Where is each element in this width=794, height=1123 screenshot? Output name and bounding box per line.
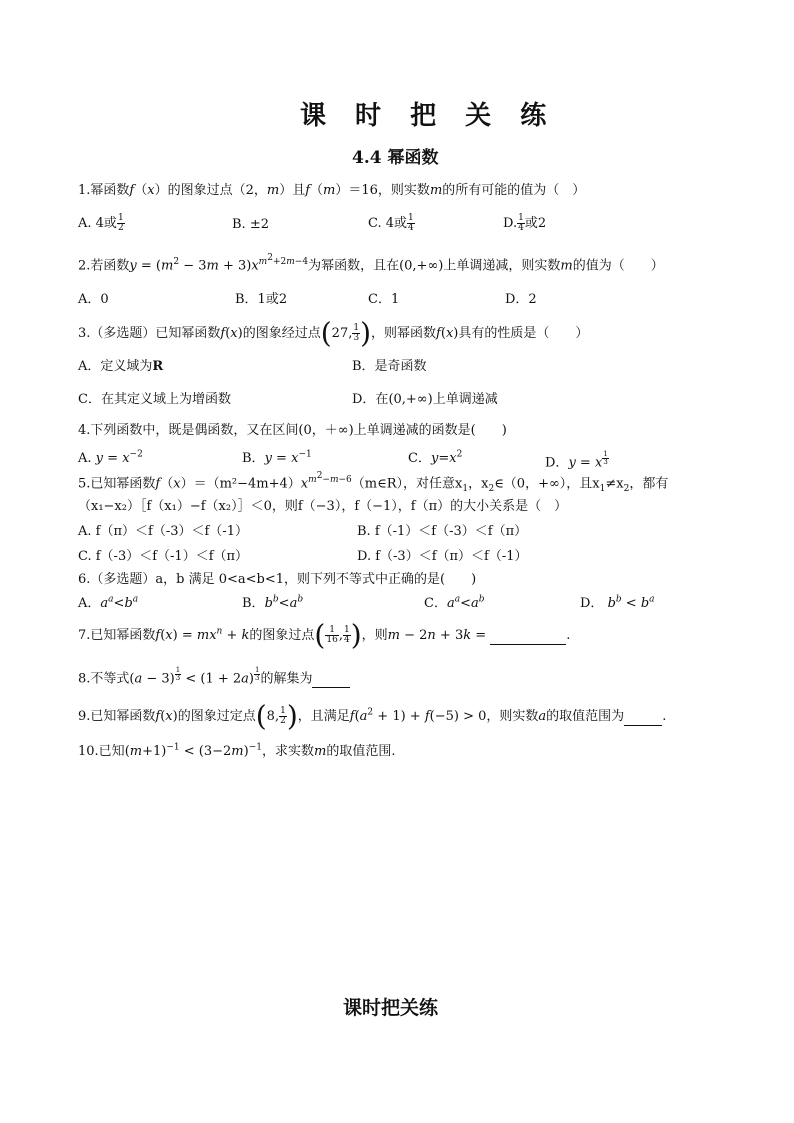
q3-option-b: B．是奇函数 <box>352 359 427 374</box>
question-2: 2.若函数$y = (m^2 - 3m + 3)x^{m^2+2m-4}$为幂函数，且在(0,+∞)上单调递减，则实数m的值为（ ） <box>78 253 664 274</box>
q5-option-d: D. f（-3）＜f（π）＜f（-1） <box>357 549 528 564</box>
q3-option-a: A．定义域为R <box>78 359 164 374</box>
q7-answer-blank[interactable] <box>490 633 566 645</box>
q1-option-c: C. 4或 $\frac{1}{4}$ <box>368 213 414 233</box>
q4-option-a: A. $y = x^{-2}$ <box>78 449 143 466</box>
page-title: 课 时 把 关 练 <box>300 101 557 131</box>
footer-title: 课时把关练 <box>343 997 439 1019</box>
q8-answer-blank[interactable] <box>312 676 350 688</box>
question-1: 1.幂函数f（x）的图象过点（2，m）且f（m）＝16，则实数m的所有可能的值为（ ） <box>78 183 586 198</box>
q2-option-d: D．2 <box>505 292 537 307</box>
q3-option-d: D．在(0,+∞)上单调递减 <box>352 392 498 407</box>
q9-answer-blank[interactable] <box>624 714 662 726</box>
question-5-line-2: （x₁−x₂）［f（x₁）−f（x₂）］＜0，则f（−3），f（−1），f（π）的大小关系是（ ） <box>78 499 568 514</box>
section-heading: 4.4 幂函数 <box>352 148 439 168</box>
question-4: 4.下列函数中，既是偶函数，又在区间(0，＋∞)上单调递减的函数是( ) <box>78 423 507 438</box>
q2-option-c: C．1 <box>368 292 400 307</box>
q1-option-a: A. 4或 $\frac{1}{2}$ <box>78 213 124 233</box>
q6-option-b: B．$b^b<a^b$ <box>242 594 304 611</box>
q5-option-c: C. f（-3）＜f（-1）＜f（π） <box>78 549 249 564</box>
question-6: 6.（多选题）a，b 满足 0<a<b<1，则下列不等式中正确的是( ) <box>78 572 477 587</box>
q5-option-a: A. f（π）＜f（-3）＜f（-1） <box>78 524 248 539</box>
q3-option-c: C．在其定义域上为增函数 <box>78 392 231 407</box>
q1-option-b: B. ±2 <box>232 217 269 232</box>
q2-option-b: B．1或2 <box>235 292 288 307</box>
q6-option-a: A．$a^a<b^a$ <box>78 594 139 611</box>
q2-option-a: A．0 <box>78 292 109 307</box>
q4-option-c: C．$y=x^2$ <box>408 449 463 466</box>
q6-option-d: D． $b^b < b^a$ <box>580 594 655 611</box>
question-10: 10.已知$(m+1)^{-1} < (3-2m)^{-1}$，求实数m的取值范围. <box>78 742 396 759</box>
question-5: 5.已知幂函数$f(x)=(m^2-4m+4)x^{m^2-m-6}(m\in R)$，对任意$x_1$，$x_2\in(0$，+∞），且$x_1\ne x_2$，都有 <box>78 471 669 494</box>
question-9: 9.已知幂函数f(x)的图象过定点(8, $\frac{1}{2}$ )，且满足$f(a^2 + 1) + f(-5) > 0$，则实数a的取值范围为 . <box>78 699 667 733</box>
q5-option-b: B. f（-1）＜f（-3）＜f（π） <box>357 524 528 539</box>
question-7: 7.已知幂函数$f(x) = mx^n + k$的图象过点( $\frac{1}{16}$ , $\frac{1}{4}$ )，则m − 2n + 3k = . <box>78 618 571 652</box>
question-3: 3.（多选题）已知幂函数f(x)的图象经过点(27, $\frac{1}{3}$ )，则幂函数f(x)具有的性质是（ ） <box>78 316 589 350</box>
q1-option-d: D. $\frac{1}{4}$ 或2 <box>503 213 547 233</box>
q4-option-d: D．y = x $^{\frac{1}{3}}$ <box>545 450 608 471</box>
q6-option-c: C．$a^a<a^b$ <box>424 594 485 611</box>
q4-option-b: B．$y = x^{-1}$ <box>242 449 312 466</box>
question-8: 8.不等式(a − 3) $^{\frac{1}{3}}$ < (1 + 2a) $^{\frac{1}{3}}$ 的解集为 <box>78 667 350 688</box>
